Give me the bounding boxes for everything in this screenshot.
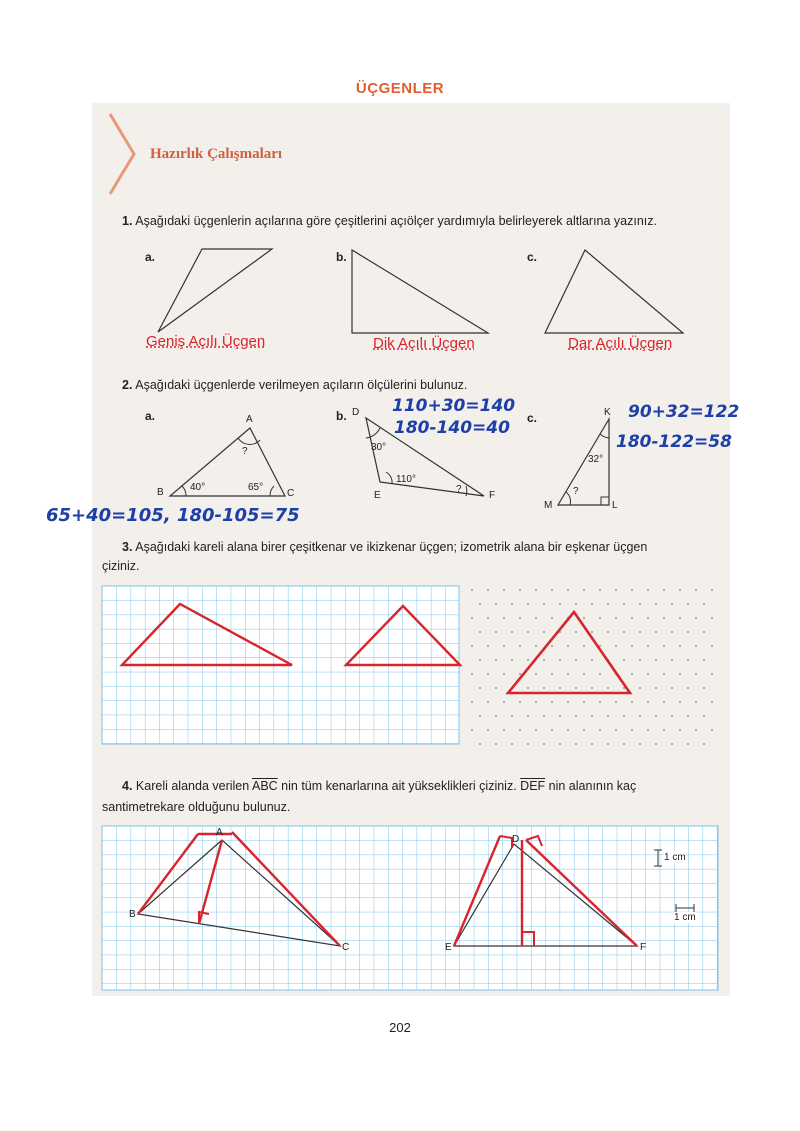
q4-vertex-a: A xyxy=(216,827,223,838)
angle-unknown-a: ? xyxy=(242,446,248,457)
angle-30: 30° xyxy=(371,442,387,453)
q4-text-2: santimetrekare olduğunu bulunuz. xyxy=(102,800,291,814)
q4-vertex-b: B xyxy=(129,909,136,920)
page-title: ÜÇGENLER xyxy=(355,80,445,97)
q1-text: 1. Aşağıdaki üçgenlerin açılarına göre çeşitlerini açıölçer yardımıyla belirleyerek altlarına yazınız. xyxy=(122,214,658,228)
q4-square-grid xyxy=(102,826,718,990)
q2-text: 2. Aşağıdaki üçgenlerde verilmeyen açıların ölçülerini bulunuz. xyxy=(122,378,468,392)
vertex-c: C xyxy=(287,488,295,499)
angle-32: 32° xyxy=(588,454,604,465)
q1-label-a: a. xyxy=(145,250,156,264)
q1-answer-b: Dik Açılı Üçgen xyxy=(373,335,475,352)
q2-label-a: a. xyxy=(145,409,156,423)
vertex-k: K xyxy=(604,407,611,418)
q3-text-2: çiziniz. xyxy=(102,559,140,573)
q3-isometric-dots xyxy=(468,586,713,748)
vertex-a: A xyxy=(246,414,253,425)
q4-text: 4. Kareli alanda verilen $\overline{ABC}$ nin tüm kenarlarına ait yükseklikleri çiziniz. $\overline{DEF}$ nin alanının kaç xyxy=(122,779,637,793)
q3-square-grid xyxy=(102,586,459,744)
q4-vertex-e: E xyxy=(445,942,452,953)
q2a-handwritten-work: 65+40=105, 180-105=75 xyxy=(46,505,300,526)
q2-label-b: b. xyxy=(336,409,347,423)
angle-unknown-b: ? xyxy=(456,484,462,495)
page-number: 202 xyxy=(389,1020,411,1035)
scale-vertical-label: 1 cm xyxy=(664,852,686,863)
vertex-e: E xyxy=(374,490,381,501)
q4-vertex-d: D xyxy=(512,834,520,845)
vertex-b: B xyxy=(157,487,164,498)
q2b-handwritten-work-1: 110+30=140 xyxy=(392,396,516,416)
q1-label-b: b. xyxy=(336,250,347,264)
q2b-handwritten-work-2: 180-140=40 xyxy=(394,418,510,438)
angle-unknown-c: ? xyxy=(573,486,579,497)
q1-label-c: c. xyxy=(527,250,538,264)
vertex-l: L xyxy=(612,500,618,511)
angle-65: 65° xyxy=(248,482,264,493)
section-heading: Hazırlık Çalışmaları xyxy=(150,146,283,162)
angle-110: 110° xyxy=(396,474,416,485)
vertex-f: F xyxy=(489,490,496,501)
q4-vertex-c: C xyxy=(342,942,350,953)
angle-40: 40° xyxy=(190,482,206,493)
q1-answer-a: Geniş Açılı Üçgen xyxy=(146,333,266,350)
q4-vertex-f: F xyxy=(640,942,647,953)
q2c-handwritten-work-2: 180-122=58 xyxy=(616,432,732,452)
q2-label-c: c. xyxy=(527,411,538,425)
q1-answer-c: Dar Açılı Üçgen xyxy=(568,335,673,352)
vertex-d: D xyxy=(352,407,360,418)
q3-text: 3. Aşağıdaki kareli alana birer çeşitkenar ve ikizkenar üçgen; izometrik alana bir eşkenar üçgen xyxy=(122,540,648,554)
q2c-handwritten-work-1: 90+32=122 xyxy=(628,402,740,422)
scale-horizontal-label: 1 cm xyxy=(674,912,696,923)
vertex-m: M xyxy=(544,500,553,511)
